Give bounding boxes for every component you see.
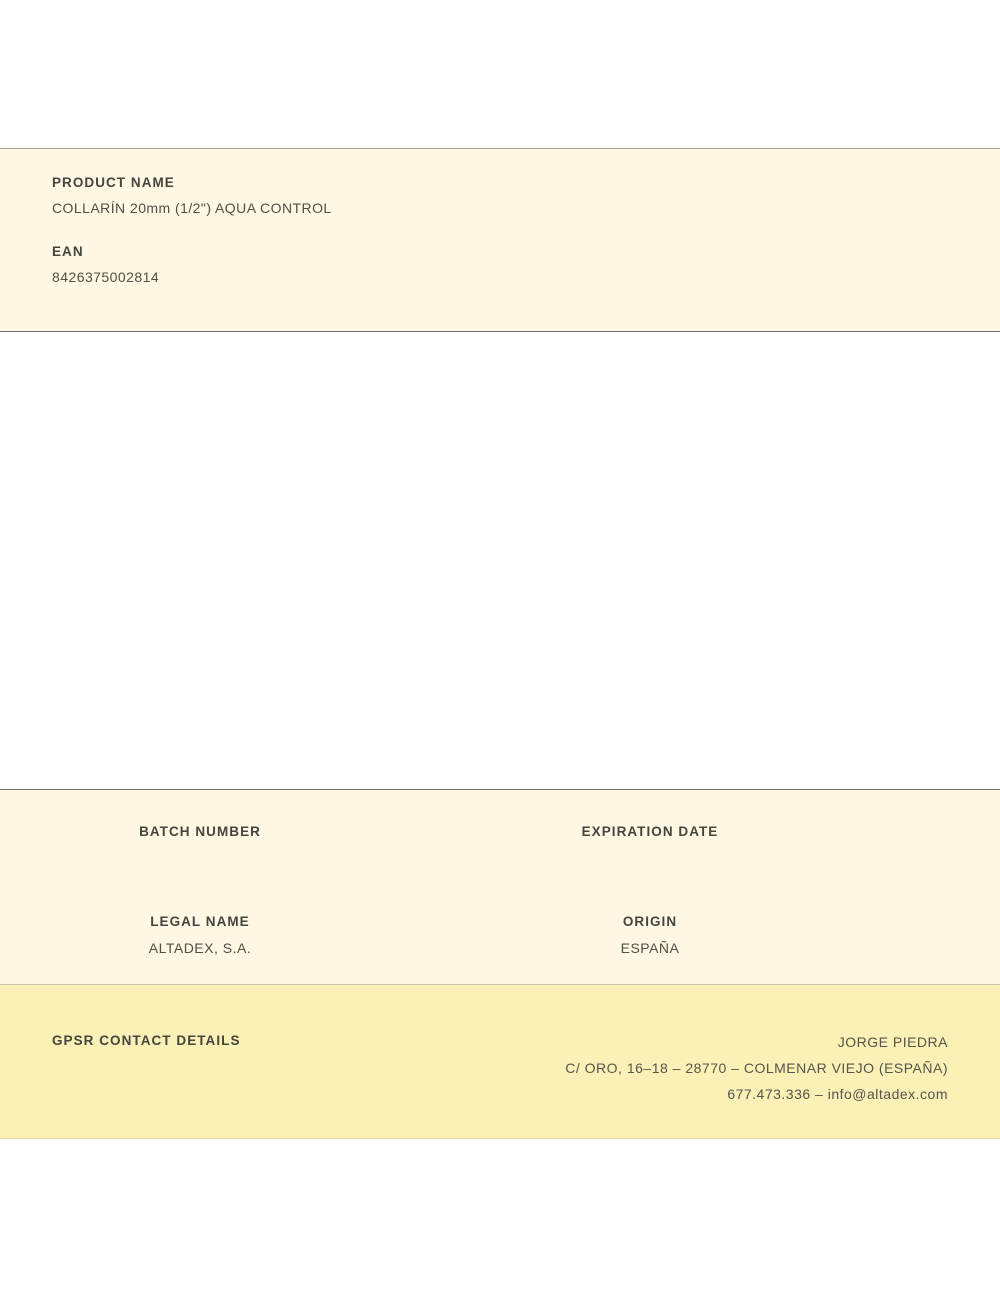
expiration-date-label: EXPIRATION DATE [581,824,719,839]
product-name-label: PRODUCT NAME [52,175,175,190]
origin-label: ORIGIN [622,914,678,929]
batch-number-cell [0,824,500,850]
ean-value: 8426375002814 [52,269,160,285]
legal-name-cell [0,914,500,956]
batch-number-label: BATCH NUMBER [139,824,261,839]
gpsr-contact-details [565,1029,948,1107]
batch-row [0,824,1000,850]
product-info-band [0,148,1000,332]
gpsr-contact-name: JORGE PIEDRA [837,1034,948,1050]
footer-empty-area [0,1139,1000,1300]
batch-legal-band [0,789,1000,985]
ean-label: EAN [52,244,84,259]
legal-name-value: ALTADEX, S.A. [148,940,252,956]
gpsr-contact-band [0,985,1000,1139]
gpsr-contact-phone-email: 677.473.336 – info@altadex.com [727,1086,948,1102]
legal-row [0,914,1000,956]
spacer [52,216,950,244]
product-name-value: COLLARÍN 20mm (1/2") AQUA CONTROL [52,200,332,216]
gpsr-contact-address: C/ ORO, 16–18 – 28770 – COLMENAR VIEJO (ESPAÑA) [565,1060,948,1076]
origin-value: ESPAÑA [620,940,680,956]
expiration-date-cell [500,824,1000,850]
legal-name-label: LEGAL NAME [150,914,250,929]
gpsr-contact-label: GPSR CONTACT DETAILS [52,1033,241,1048]
empty-content-area [0,332,1000,789]
origin-cell [500,914,1000,956]
